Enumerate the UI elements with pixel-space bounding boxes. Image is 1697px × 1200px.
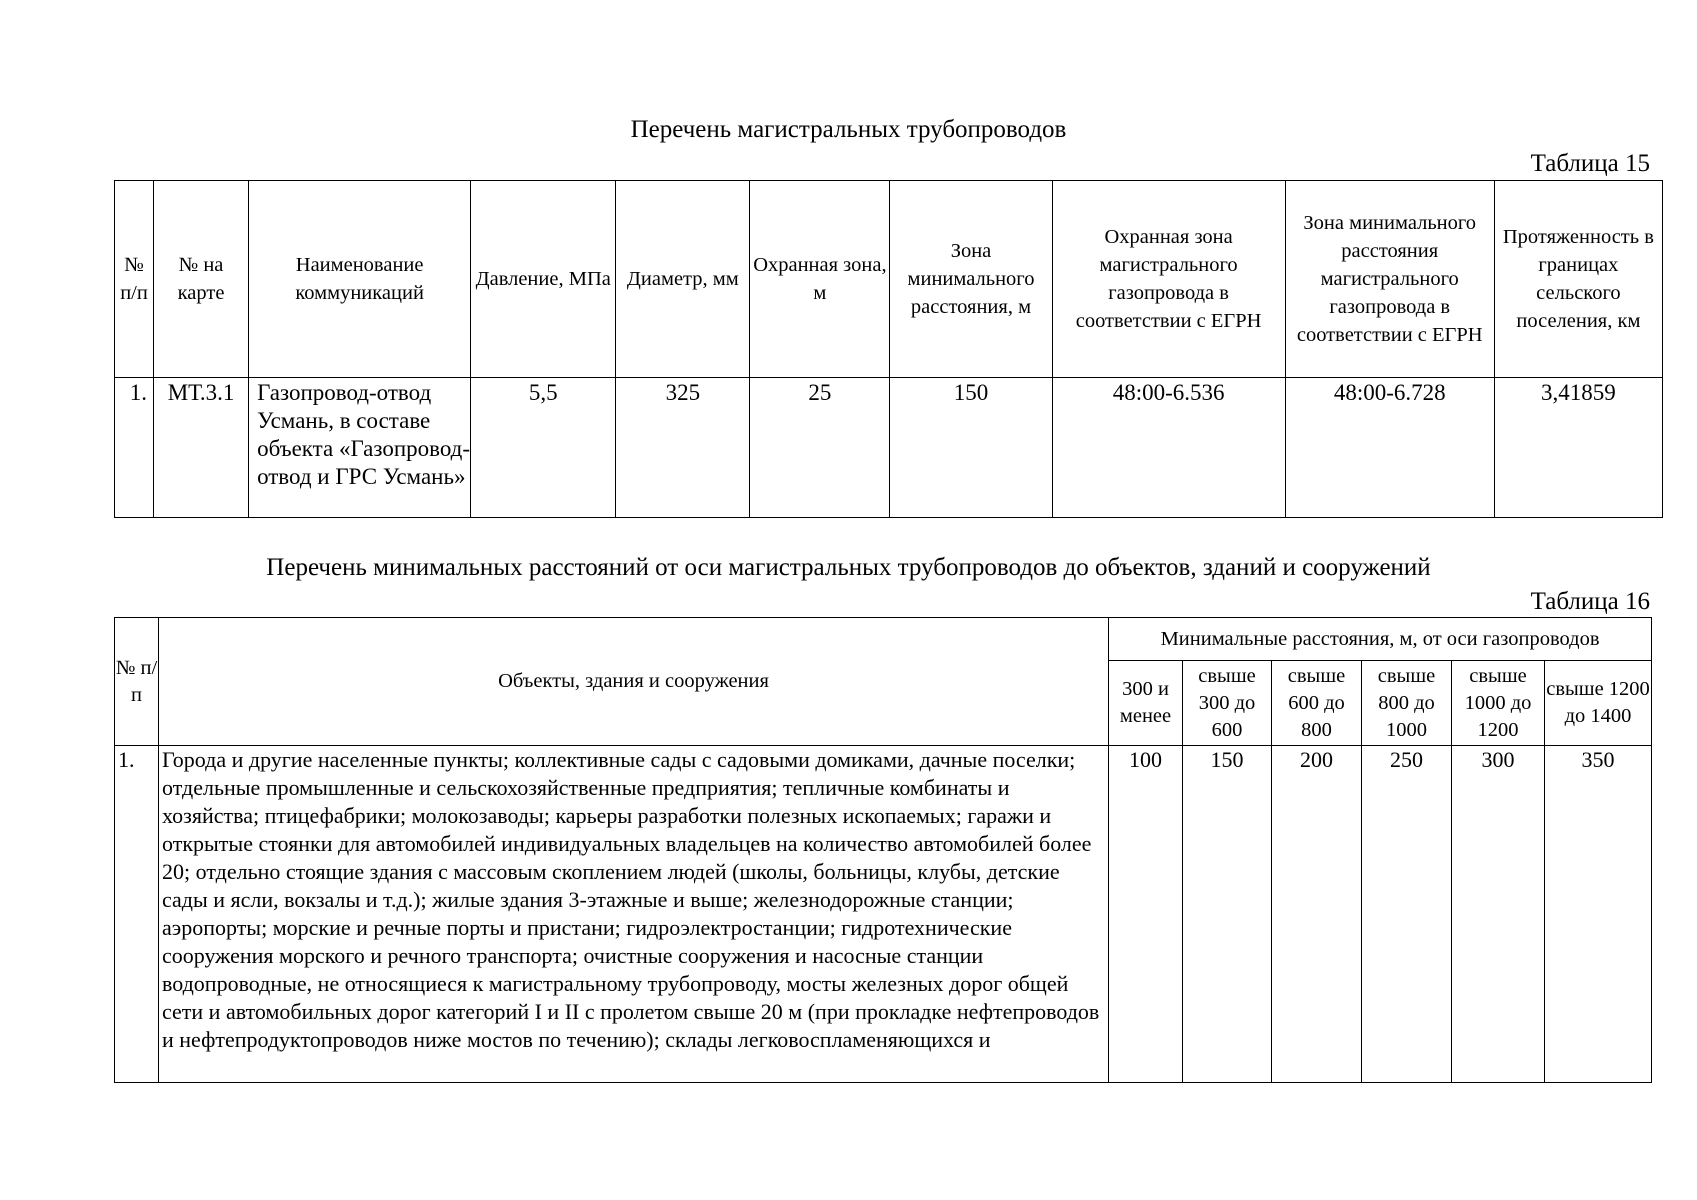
cell-distance: 300 xyxy=(1452,746,1545,1083)
subheader-diameter: свыше 1000 до 1200 xyxy=(1452,661,1545,746)
table15-title: Перечень магистральных трубопроводов xyxy=(630,116,1067,143)
subheader-diameter: свыше 300 до 600 xyxy=(1183,661,1272,746)
header-egrn-min: Зона минимального расстояния магистрального газопровода в соответствии с ЕГРН xyxy=(1285,181,1494,378)
cell-num: 1. xyxy=(115,378,154,518)
table15-header-row xyxy=(115,181,1663,378)
cell-protect-zone: 25 xyxy=(750,378,890,518)
subheader-diameter: свыше 600 до 800 xyxy=(1272,661,1362,746)
header-map-id: № на карте xyxy=(154,181,249,378)
header-min-zone: Зона минимального расстояния, м xyxy=(890,181,1052,378)
cell-egrn-min: 48:00-6.728 xyxy=(1285,378,1494,518)
subheader-diameter: свыше 1200 до 1400 xyxy=(1545,661,1652,746)
cell-distance: 200 xyxy=(1272,746,1362,1083)
cell-min-zone: 150 xyxy=(890,378,1052,518)
cell-objects-text: Города и другие населенные пункты; коллективные сады с садовыми домиками, дачные поселки; отдельные промышленные и сельскохозяйственные предприятия; тепличные комбинаты и хозяйства; птицефабрики; молокозаводы; карьеры разработки полезных ископаемых; гаражи и открытые стоянки для автомобилей индивидуальных владельцев на количество автомобилей более 20; отдельно стоящие здания с массовым скоплением людей (школы, больницы, клубы, детские сады и ясли, вокзалы и т.д.); жилые здания 3-этажные и выше; железнодорожные станции; аэропорты; морские и речные порты и пристани; гидроэлектростанции; гидротехнические сооружения морского и речного транспорта; очистные сооружения и насосные станции водопроводные, не относящиеся к магистральному трубопроводу, мосты железных дорог общей сети и автомобильных дорог категорий I и II с пролетом свыше 20 м (при прокладке нефтепроводов и нефтепродуктопроводов ниже мостов по течению); склады легковоспламеняющихся и xyxy=(162,747,1100,1052)
header-diameter: Диаметр, мм xyxy=(616,181,750,378)
cell-num: 1. xyxy=(115,746,159,1083)
header-num: № п/п xyxy=(115,181,154,378)
subheader-diameter: 300 и менее xyxy=(1109,661,1183,746)
cell-pressure: 5,5 xyxy=(471,378,616,518)
header-length: Протяженность в границах сельского поселения, км xyxy=(1494,181,1662,378)
table-row xyxy=(115,746,1652,1083)
table16-header-row xyxy=(115,618,1652,661)
distances-table xyxy=(114,617,1652,1083)
header-egrn-protect: Охранная зона магистрального газопровода в соответствии с ЕГРН xyxy=(1052,181,1285,378)
cell-distance: 350 xyxy=(1545,746,1652,1083)
cell-distance: 100 xyxy=(1109,746,1183,1083)
header-pressure: Давление, МПа xyxy=(471,181,616,378)
header-num: № п/п xyxy=(115,618,159,746)
cell-map-id: МТ.3.1 xyxy=(154,378,249,518)
header-name: Наименование коммуникаций xyxy=(249,181,471,378)
header-objects: Объекты, здания и сооружения xyxy=(159,618,1109,746)
table-row xyxy=(115,378,1663,518)
cell-distance: 150 xyxy=(1183,746,1272,1083)
header-protect-zone: Охранная зона, м xyxy=(750,181,890,378)
header-min-distances: Минимальные расстояния, м, от оси газопроводов xyxy=(1109,618,1652,661)
cell-egrn-protect: 48:00-6.536 xyxy=(1052,378,1285,518)
table16-label: Таблица 16 xyxy=(1530,588,1650,615)
table16-title: Перечень минимальных расстояний от оси магистральных трубопроводов до объектов, зданий и сооружений xyxy=(266,554,1431,581)
table15-label: Таблица 15 xyxy=(1530,150,1650,177)
cell-length: 3,41859 xyxy=(1494,378,1662,518)
pipelines-table xyxy=(114,180,1663,518)
subheader-diameter: свыше 800 до 1000 xyxy=(1362,661,1452,746)
cell-distance: 250 xyxy=(1362,746,1452,1083)
cell-objects xyxy=(159,746,1109,1083)
cell-name: Газопровод-отвод Усмань, в составе объекта «Газопровод-отвод и ГРС Усмань» xyxy=(249,378,471,518)
cell-diameter: 325 xyxy=(616,378,750,518)
